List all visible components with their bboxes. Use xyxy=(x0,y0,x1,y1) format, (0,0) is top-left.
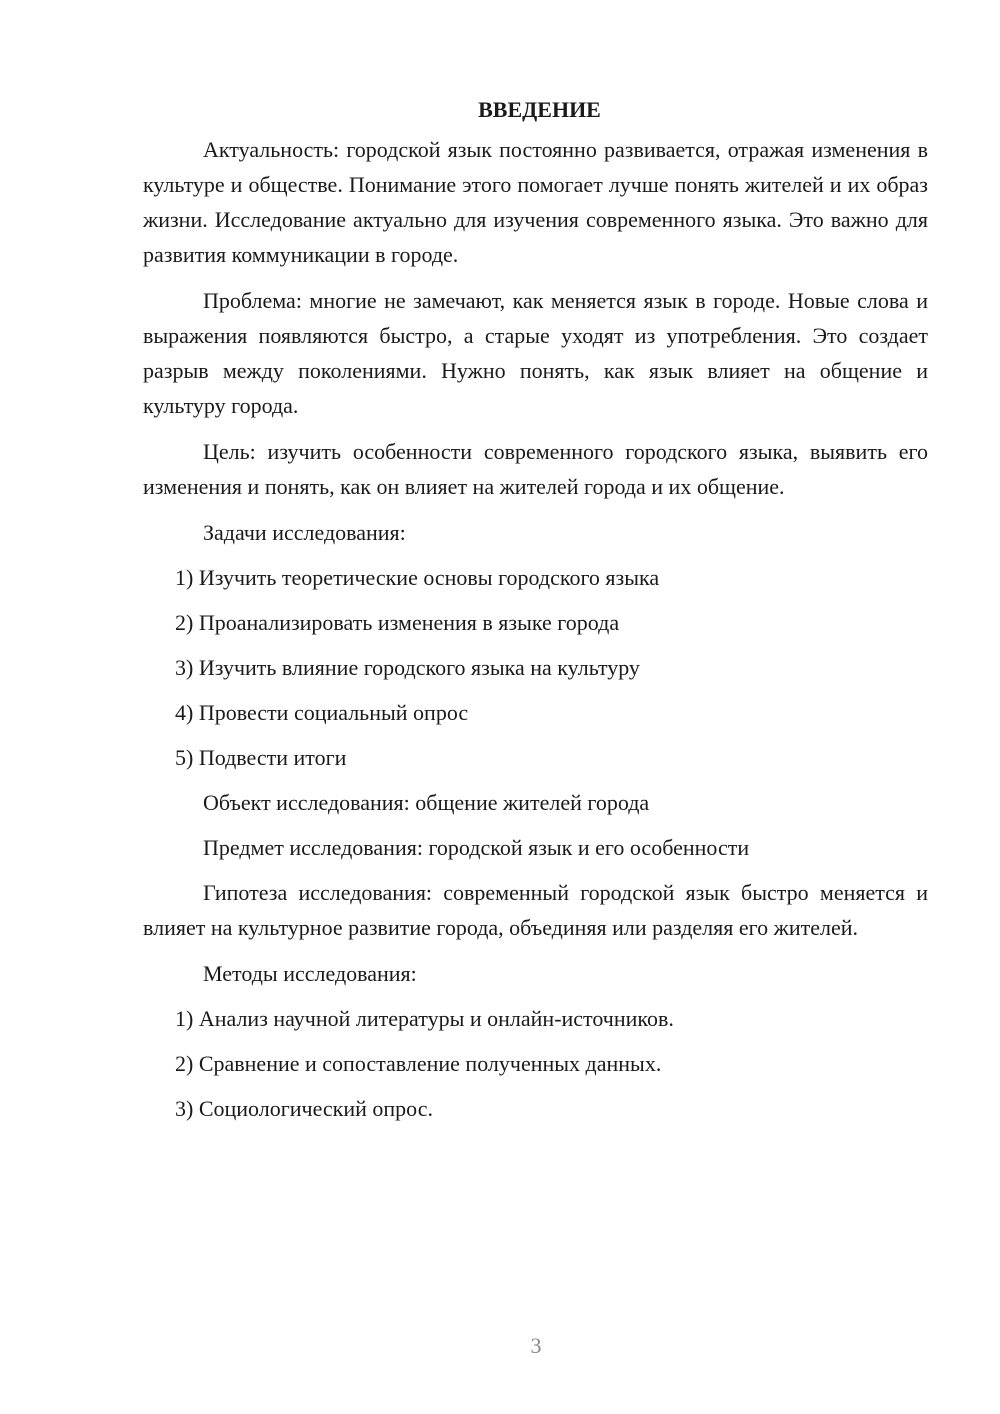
page-number: 3 xyxy=(530,1333,542,1358)
tasks-heading: Задачи исследования: xyxy=(203,520,406,545)
method-item-2: 2) Сравнение и сопоставление полученных данных. xyxy=(175,1051,662,1076)
method-item-1: 1) Анализ научной литературы и онлайн-источников. xyxy=(175,1006,674,1031)
task-item-1: 1) Изучить теоретические основы городского языка xyxy=(175,565,660,590)
relevance-paragraph: Актуальность: городской язык постоянно развивается, отражая изменения в культуре и обществе. Понимание этого помогает лучше понять жителей и их образ жизни. Исследование актуально для изучения современного языка. Это важно для развития коммуникации в городе. xyxy=(143,137,928,267)
hypothesis-paragraph: Гипотеза исследования: современный городской язык быстро меняется и влияет на культурное развитие города, объединяя или разделяя его жителей. xyxy=(143,880,928,940)
subject-line: Предмет исследования: городской язык и его особенности xyxy=(203,835,750,860)
task-item-3: 3) Изучить влияние городского языка на культуру xyxy=(175,655,640,680)
object-line: Объект исследования: общение жителей города xyxy=(203,790,650,815)
method-item-3: 3) Социологический опрос. xyxy=(175,1096,433,1121)
task-item-5: 5) Подвести итоги xyxy=(175,745,347,770)
task-item-4: 4) Провести социальный опрос xyxy=(175,700,469,725)
methods-heading: Методы исследования: xyxy=(203,961,417,986)
problem-paragraph: Проблема: многие не замечают, как меняется язык в городе. Новые слова и выражения появляются быстро, а старые уходят из употребления. Это создает разрыв между поколениями. Нужно понять, как язык влияет на общение и культуру города. xyxy=(143,288,928,418)
task-item-2: 2) Проанализировать изменения в языке города xyxy=(175,610,620,635)
goal-paragraph: Цель: изучить особенности современного городского языка, выявить его изменения и понять, как он влияет на жителей города и их общение. xyxy=(143,439,928,499)
page-title: ВВЕДЕНИЕ xyxy=(478,97,601,122)
document-page xyxy=(143,92,928,1136)
